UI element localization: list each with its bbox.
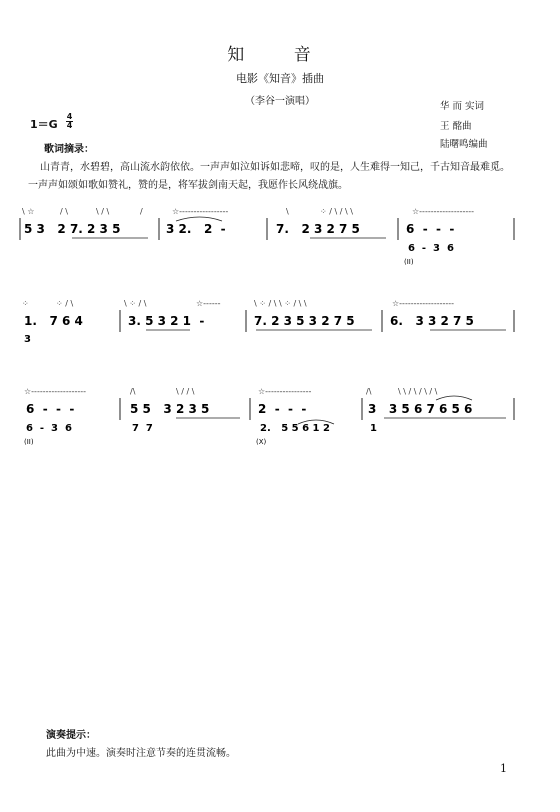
svg-text:\ ⁘ / \: \ ⁘ / \ — [124, 299, 147, 308]
score-system-2 — [0, 290, 560, 350]
measure-melody: 3. 5 3 2 1 - — [128, 314, 205, 328]
time-signature — [66, 113, 73, 130]
svg-text:☆-------------------: ☆------------------- — [392, 299, 455, 308]
svg-text:☆-------------------: ☆------------------- — [24, 387, 87, 396]
svg-text:⁘: ⁘ — [22, 299, 29, 308]
measure-melody: 6 - - - — [26, 402, 75, 416]
credit-lyricist: 华 而 实词 — [440, 101, 485, 112]
measure-harmony: 3 — [24, 334, 31, 345]
svg-text:/: / — [140, 207, 143, 216]
lyrics-line: 一声声如颂如歌如赞礼，赞的是，将军拔剑南天起，我愿作长风绕战旗。 — [28, 180, 348, 191]
singer-note: （李谷一演唱） — [245, 96, 315, 107]
position-marking: (X) — [256, 438, 267, 446]
score-system-3 — [0, 380, 560, 460]
svg-text:⁘ / \ / \ \: ⁘ / \ / \ \ — [320, 207, 353, 216]
slur-arc — [436, 396, 472, 400]
measure-harmony: 2. 5 5 6 1 2 — [260, 423, 330, 434]
svg-text:/ \: / \ — [60, 207, 68, 216]
lyrics-line: 山青青，水碧碧，高山流水韵依依。一声声如泣如诉如悲啼，叹的是，人生难得一知己，千古知音最难觅。 — [40, 162, 510, 173]
svg-text:☆-----------------: ☆----------------- — [172, 207, 229, 216]
measure-harmony: 6 - 3 6 — [26, 423, 72, 434]
svg-text:\ / \: \ / \ — [96, 207, 110, 216]
tips-text: 此曲为中速。演奏时注意节奏的连贯流畅。 — [46, 748, 236, 759]
measure-melody: 7. 2 3 2 7 5 — [276, 222, 360, 236]
score-system-1 — [0, 200, 560, 270]
lyrics-heading: 歌词摘录： — [44, 144, 94, 155]
measure-melody: 3 2. 2 - — [166, 222, 226, 236]
measure-melody: 6. 3 3 2 7 5 — [390, 314, 474, 328]
page-subtitle: 电影《知音》插曲 — [236, 72, 324, 85]
svg-text:/\: /\ — [130, 387, 136, 396]
svg-text:⁘ / \: ⁘ / \ — [56, 299, 74, 308]
measure-melody: 7. 2 3 5 3 2 7 5 — [254, 314, 355, 328]
measure-melody: 6 - - - — [406, 222, 455, 236]
time-signature-bottom: 4 — [66, 121, 73, 130]
position-marking: (II) — [404, 258, 414, 266]
measure-melody: 2 - - - — [258, 402, 307, 416]
svg-text:/\: /\ — [366, 387, 372, 396]
page-number: 1 — [500, 762, 507, 775]
measure-harmony: 6 - 3 6 — [408, 243, 454, 254]
measure-melody: 5 5 3 2 3 5 — [130, 402, 210, 416]
svg-text:☆----------------: ☆---------------- — [258, 387, 312, 396]
credit-arranger: 陆曙鸣编曲 — [440, 139, 488, 150]
tie-arc — [176, 217, 222, 221]
measure-melody: 1. 7 6 4 — [24, 314, 83, 328]
page-title: 知 音 — [227, 45, 333, 65]
measure-melody: 5 3 2 7. 2 3 5 — [24, 222, 121, 236]
credit-composer: 王 酩曲 — [440, 121, 472, 132]
measure-harmony: 1 — [370, 423, 377, 434]
svg-text:\: \ — [286, 207, 289, 216]
svg-text:☆-------------------: ☆------------------- — [412, 207, 475, 216]
svg-text:☆------: ☆------ — [196, 299, 221, 308]
measure-melody: 3 3 5 6 7 6 5 6 — [368, 402, 473, 416]
key-signature: 1＝G — [30, 118, 58, 131]
svg-text:\ ☆: \ ☆ — [22, 207, 35, 216]
svg-text:\ / / \: \ / / \ — [176, 387, 195, 396]
measure-harmony: 7 7 — [132, 423, 153, 434]
svg-text:\ ⁘ / \ \ ⁘ / \ \: \ ⁘ / \ \ ⁘ / \ \ — [254, 299, 307, 308]
tips-heading: 演奏提示： — [46, 730, 96, 741]
position-marking: (II) — [24, 438, 34, 446]
svg-text:\ \ / \ / \ / \: \ \ / \ / \ / \ — [398, 387, 438, 396]
time-signature-top: 4 — [66, 112, 73, 121]
